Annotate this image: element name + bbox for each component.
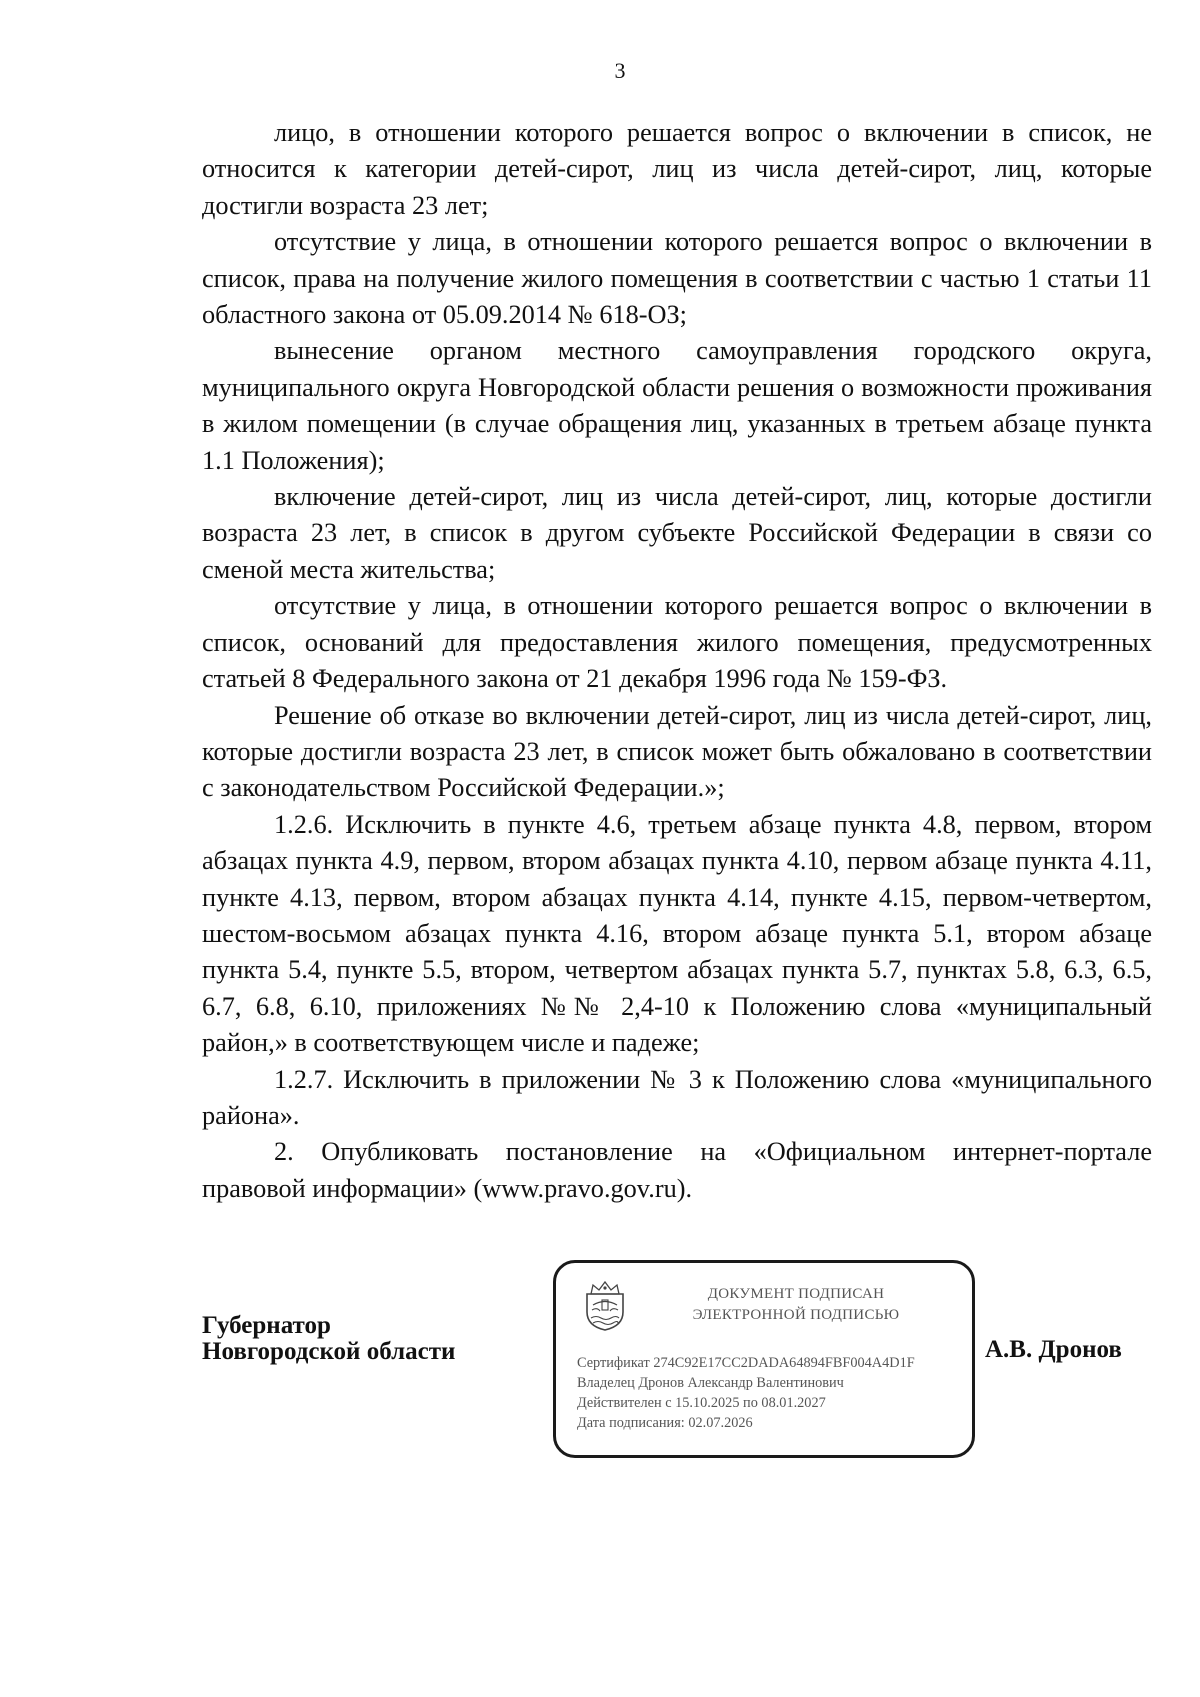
stamp-heading-line: ДОКУМЕНТ ПОДПИСАН bbox=[707, 1286, 885, 1302]
paragraph: лицо, в отношении которого решается вопрос о включении в список, не относится к категории детей-сирот, лиц из числа детей-сирот, лиц, которые достигли возраста 23 лет; bbox=[202, 118, 1152, 220]
page-number: 3 bbox=[614, 58, 626, 83]
electronic-signature-stamp bbox=[553, 1260, 975, 1458]
paragraph: 1.2.7. Исключить в приложении № 3 к Положению слова «муниципального района». bbox=[202, 1064, 1152, 1130]
paragraph: отсутствие у лица, в отношении которого решается вопрос о включении в список, права на получение жилого помещения в соответствии с частью 1 статьи 11 областного закона от 05.09.2014 № 618-ОЗ; bbox=[202, 227, 1152, 330]
paragraph: отсутствие у лица, в отношении которого решается вопрос о включении в список, оснований для предоставления жилого помещения, предусмотренных статьей 8 Федерального закона от 21 декабря 1996 года № 159-ФЗ. bbox=[202, 591, 1152, 694]
signatory-region: Новгородской области bbox=[202, 1338, 456, 1365]
signatory-title: Губернатор bbox=[202, 1312, 331, 1339]
document-body bbox=[202, 115, 1152, 1207]
stamp-details bbox=[577, 1353, 915, 1433]
paragraph: вынесение органом местного самоуправления городского округа, муниципального округа Новгородской области решения о возможности проживания в жилом помещении (в случае обращения лиц, указанных в третьем абзаце пункта 1.1 Положения); bbox=[202, 336, 1152, 475]
signatory-name: А.В. Дронов bbox=[985, 1336, 1122, 1363]
novgorod-coat-of-arms-icon bbox=[583, 1280, 627, 1332]
stamp-signed-date: Дата подписания: 02.07.2026 bbox=[577, 1415, 753, 1431]
stamp-heading bbox=[646, 1284, 946, 1326]
paragraph: 2. Опубликовать постановление на «Официальном интернет-портале правовой информации» (www.pravo.gov.ru). bbox=[202, 1137, 1152, 1203]
stamp-validity: Действителен с 15.10.2025 по 08.01.2027 bbox=[577, 1395, 826, 1411]
stamp-certificate: Сертификат 274C92E17CC2DADA64894FBF004A4D1F bbox=[577, 1355, 915, 1371]
signatory-position bbox=[202, 1313, 455, 1365]
stamp-heading-line: ЭЛЕКТРОННОЙ ПОДПИСЬЮ bbox=[692, 1307, 900, 1323]
paragraph: Решение об отказе во включении детей-сирот, лиц из числа детей-сирот, лиц, которые достигли возраста 23 лет, в список может быть обжаловано в соответствии с законодательством Российской Федерации.»; bbox=[202, 700, 1152, 803]
paragraph: 1.2.6. Исключить в пункте 4.6, третьем абзаце пункта 4.8, первом, втором абзацах пункта 4.9, первом, втором абзацах пункта 4.10, первом абзаце пункта 4.11, пункте 4.13, первом, втором абзацах пункта 4.14, пункте 4.15, первом-четвертом, шестом-восьмом абзацах пункта 4.16, втором абзаце пункта 5.1, втором абзаце пункта 5.4, пункте 5.5, втором, четвертом абзацах пункта 5.7, пунктах 5.8, 6.3, 6.5, 6.7, 6.8, 6.10, приложениях №№ 2,4-10 к Положению слова «муниципальный район,» в соответствующем числе и падеже; bbox=[202, 809, 1152, 1058]
stamp-owner: Владелец Дронов Александр Валентинович bbox=[577, 1375, 844, 1391]
paragraph: включение детей-сирот, лиц из числа детей-сирот, лиц, которые достигли возраста 23 лет, в список в другом субъекте Российской Федерации в связи со сменой места жительства; bbox=[202, 482, 1152, 584]
